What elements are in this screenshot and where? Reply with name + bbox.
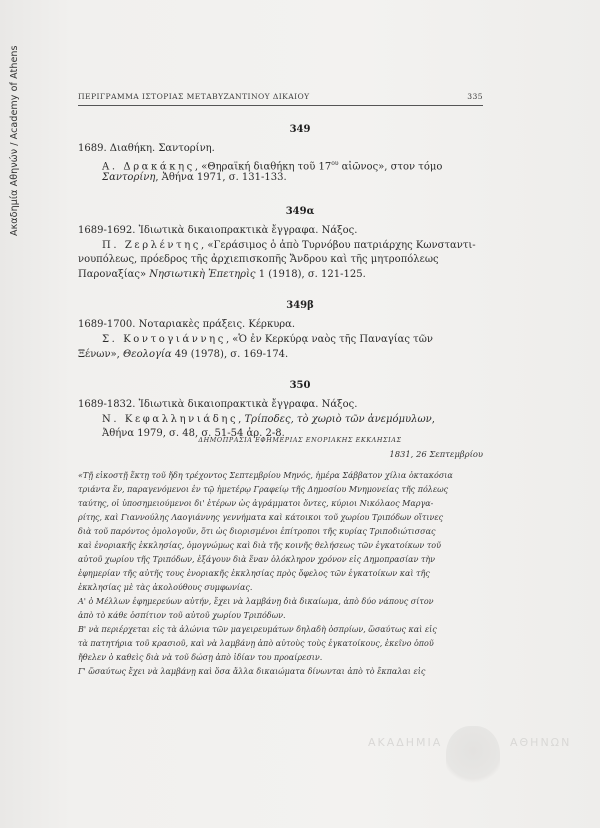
entry-number: 350 (289, 380, 311, 391)
entry-number: 349β (286, 300, 314, 311)
author-name: Π. Ζερλέντης (102, 240, 202, 251)
watermark-left: ΑΚΑΔΗΜΙΑ (368, 736, 443, 749)
entry-reference-cont: Σαντορίνη, Ἀθήνα 1971, σ. 131-133. (102, 172, 287, 183)
entry-heading: 1689-1832. Ἰδιωτικὰ δικαιοπρακτικὰ ἔγγραφα. Νάξος. (78, 399, 358, 410)
entry-heading: 1689-1700. Νοταριακὲς πράξεις. Κέρκυρα. (78, 319, 296, 330)
running-head-title: ΠΕΡΙΓΡΑΜΜΑ ΙΣΤΟΡΙΑΣ ΜΕΤΑΒΥΖΑΝΤΙΝΟΥ ΔΙΚΑΙΟΥ (78, 92, 310, 101)
document-line: διὰ τοῦ παρόντος ὁμολογοῦν, ὅτι ὡς διορισμένοι ἐπίτροποι τῆς κυρίας Τριποδιώτισσας (78, 527, 436, 536)
entry-reference: Π. Ζερλέντης, «Γεράσιμος ὁ ἀπὸ Τυρνόβου πατριάρχης Κωνσταντι- (102, 240, 476, 251)
author-name: Α. Δρακάκης (102, 161, 195, 173)
archive-side-label: Ακαδημία Αθηνών / Academy of Athens (9, 45, 20, 236)
document-line: Α' ὁ Μέλλων ἐφημερεύων αὐτήν, ἔχει νὰ λαμβάνῃ διὰ δικαίωμα, ἀπὸ δύο νάπους σίτον (78, 597, 434, 606)
document-line: Β' νὰ περιέρχεται εἰς τὰ ἀλώνια τῶν μαγειρευμάτων δηλαδὴ ὀσπρίων, ὥσαύτως καὶ εἰς (78, 625, 437, 634)
document-line: τριάντα ἕν, παραγενόμενοι ἐν τῷ ἡμετέρῳ Γραφείῳ τῆς Δημοσίου Μνημονείας τῆς πόλεως (78, 485, 449, 494)
entry-reference-cont: Παροναξίας» Νησιωτικὴ Ἐπετηρὶς 1 (1918), σ. 121-125. (78, 269, 366, 280)
document-line: ἐφημερίαν τῆς αὐτῆς τους ἐνοριακῆς ἐκκλησίας πρὸς ὄφελος τῶν ἐγκατοίκων καὶ τῆς (78, 569, 430, 578)
document-line: «Τῇ εἰκοστῇ ἕκτῃ τοῦ ἤδη τρέχοντος Σεπτεμβρίου Μηνός, ἡμέρα Σάββατον χίλια ὀκτακόσια (78, 471, 453, 480)
entry-reference: Σ. Κοντογιάννης, «Ὁ ἐν Κερκύρᾳ ναὸς τῆς Παναγίας τῶν (102, 334, 433, 345)
page-number: 335 (467, 92, 483, 101)
watermark-right: ΑΘΗΝΩΝ (510, 736, 572, 749)
document-line: καὶ ἐνοριακῆς ἐκκλησίας, ὁμογνώμως καὶ διὰ τῆς κοινῆς θελήσεως τῶν ἐγκατοίκων τοῦ (78, 541, 441, 550)
header-rule (78, 105, 483, 106)
document-line: τὰ πατητήρια τοῦ κρασιοῦ, καὶ νὰ λαμβάνῃ ἀπὸ αὐτοὺς τοὺς ἐγκατοίκους, ἐκεῖνο ὁποῦ (78, 639, 434, 648)
entry-heading: 1689-1692. Ἰδιωτικὰ δικαιοπρακτικὰ ἔγγραφα. Νάξος. (78, 225, 358, 236)
author-name: Σ. Κοντογιάννης (102, 334, 226, 345)
academy-seal-icon (446, 726, 500, 788)
document-title: ΔΗΜΟΠΡΑΣΙΑ ΕΦΗΜΕΡΙΑΣ ΕΝΟΡΙΑΚΗΣ ΕΚΚΛΗΣΙΑΣ (198, 436, 402, 444)
entry-reference: Α. Δρακάκης, «Θηραϊκή διαθήκη τοῦ $17^{o\upsilon}$ αἰῶνος», στον τόμο (102, 160, 443, 173)
document-line: ἀπὸ τὸ κάθε ὁσπίτιον τοῦ αὐτοῦ χωρίου Τριπόδων. (78, 611, 286, 620)
entry-number: 349 (289, 124, 311, 135)
entry-reference-cont: Ξένων», Θεολογία 49 (1978), σ. 169-174. (78, 349, 289, 360)
entry-reference-cont: νουπόλεως, πρόεδρος τῆς ἀρχιεπισκοπῆς Ἄνδρου καὶ τῆς μητροπόλεως (78, 254, 439, 265)
entry-heading: 1689. Διαθήκη. Σαντορίνη. (78, 143, 215, 154)
author-name: Ν. Κεφαλληνιάδης (102, 414, 239, 425)
document-line: ἤθελεν ὁ καθεὶς διὰ νὰ τοῦ δώσῃ ἀπὸ ἰδίαν του προαίρεσιν. (78, 653, 323, 662)
running-head (78, 92, 483, 101)
document-line: αὐτοῦ χωρίου τῆς Τριπόδων, ἐξάγουν διὰ ἕναν ὁλόκληρον χρόνον εἰς Δημοπρασίαν τὴν (78, 555, 436, 564)
document-date: 1831, 26 Σεπτεμβρίου (389, 449, 483, 459)
document-line: ταύτης, οἱ ὑποσημειούμενοι δι' ἑτέρων ὡς ἀγράμματοι ὄντες, κύριοι Νικόλαος Μαργα- (78, 499, 434, 508)
document-line: Γ' ὥσαύτως ἔχει νὰ λαμβάνῃ καὶ ὅσα ἄλλα δικαιώματα δίνωνται ἀπὸ τὸ ἔκπαλαι εἰς (78, 667, 426, 676)
document-line: ρίτης, καὶ Γιαννούλης Λαογιάννης γεννήματα καὶ κάτοικοι τοῦ χωρίου Τριπόδων οἵτινες (78, 513, 444, 522)
entry-number: 349α (285, 206, 315, 217)
document-line: ἐκκλησίας μὲ τὰς ἀκολούθους συμφωνίας. (78, 583, 253, 592)
entry-reference-cont: Ἀθήνα 1979, σ. 48, σ. 51-54 ἀρ. 2-8. (102, 428, 285, 439)
entry-reference: Ν. Κεφαλληνιάδης, Τρίποδες, τὸ χωριὸ τῶν ἀνεμόμυλων, (102, 414, 435, 425)
